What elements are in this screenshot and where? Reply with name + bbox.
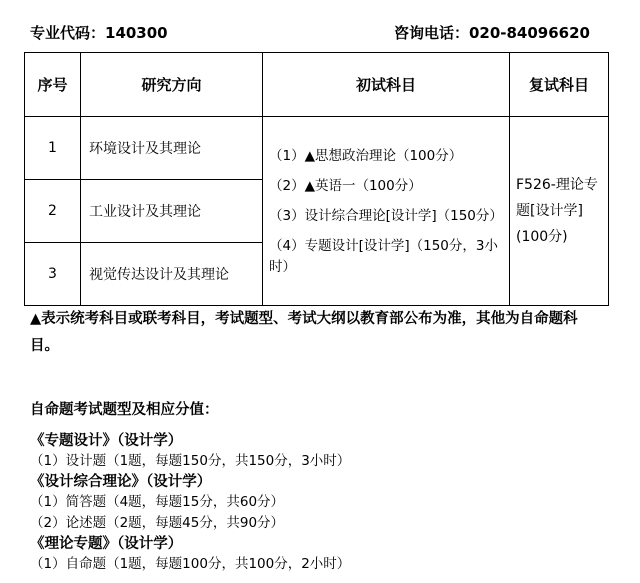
initial-subject-item: （4）专题设计[设计学]（150分，3小时） [269, 238, 498, 275]
subject-title: 《设计综合理论》（设计学） [30, 474, 212, 490]
header-retest-subject: 复试科目 [510, 53, 609, 117]
row-direction: 环境设计及其理论 [89, 141, 201, 157]
section-title: 自命题考试题型及相应分值： [30, 402, 219, 418]
row-index: 1 [48, 140, 57, 156]
retest-subject: F526-理论专题[设计学](100分) [516, 177, 598, 245]
self-exam-section [30, 398, 610, 575]
row-direction-cell [81, 117, 263, 180]
row-index-cell [25, 117, 81, 180]
subject-title: 《专题设计》（设计学） [30, 433, 183, 449]
subject-item: （1）自命题（1题，每题100分，共100分，2小时） [30, 556, 351, 572]
row-direction-cell [81, 180, 263, 243]
retest-subject-cell [510, 117, 609, 306]
header-initial-subjects: 初试科目 [263, 53, 510, 117]
initial-subject-item: （2）▲英语一（100分） [269, 178, 422, 194]
page-header [30, 22, 590, 44]
row-direction-cell [81, 243, 263, 306]
contact-phone: 咨询电话：020-84096620 [393, 24, 590, 42]
initial-subject-item: （3）设计综合理论[设计学]（150分） [269, 208, 503, 224]
subject-item: （1）设计题（1题，每题150分，共150分，3小时） [30, 453, 351, 469]
subject-item: （2）论述题（2题，每题45分，共90分） [30, 515, 285, 531]
row-direction: 视觉传达设计及其理论 [89, 267, 229, 283]
header-index: 序号 [25, 53, 81, 117]
initial-subject-item: （1）▲思想政治理论（100分） [269, 148, 463, 164]
exam-note: ▲表示统考科目或联考科目，考试题型、考试大纲以教育部公布为准，其他为自命题科目。 [30, 311, 578, 354]
subject-title: 《理论专题》（设计学） [30, 536, 183, 552]
row-index: 2 [48, 203, 57, 219]
row-direction: 工业设计及其理论 [89, 204, 201, 220]
row-index-cell [25, 180, 81, 243]
row-index-cell [25, 243, 81, 306]
subject-item: （1）简答题（4题，每题15分，共60分） [30, 494, 285, 510]
table-header-row [25, 53, 609, 117]
initial-subjects-cell [263, 117, 510, 306]
initial-subjects-list [263, 140, 509, 282]
table-row [25, 117, 609, 180]
major-code: 专业代码：140300 [30, 24, 168, 42]
row-index: 3 [48, 266, 57, 282]
exam-subjects-table [24, 52, 609, 306]
header-direction: 研究方向 [81, 53, 263, 117]
